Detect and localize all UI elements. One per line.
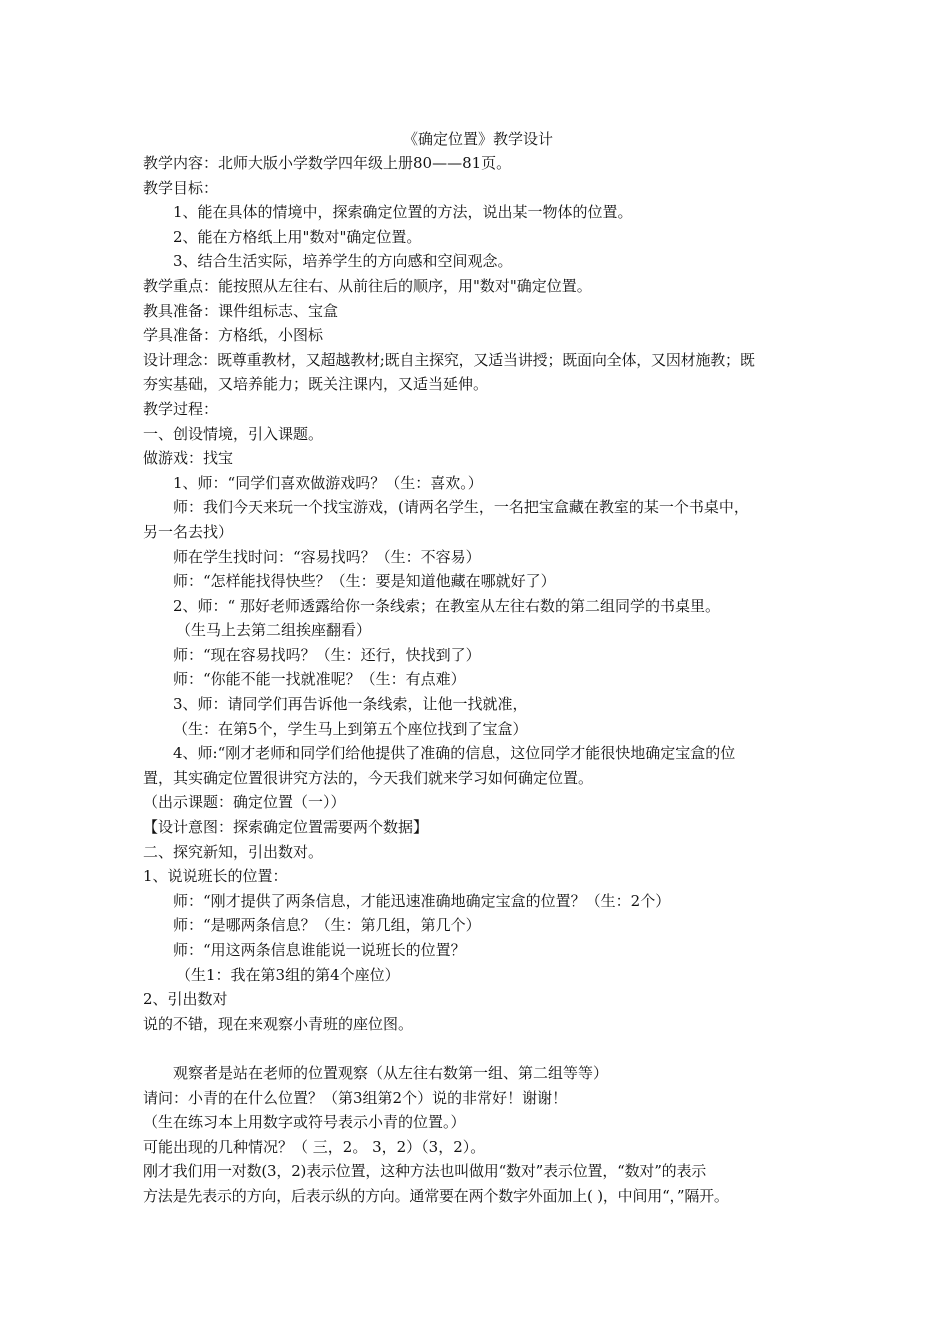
document-line: 学具准备：方格纸，小图标 [143,326,324,345]
document-line: 【设计意图：探索确定位置需要两个数据】 [143,818,429,837]
document-line: （出示课题：确定位置（一）） [143,793,346,812]
document-line: 师：“怎样能找得快些？（生：要是知道他藏在哪就好了） [173,572,556,591]
document-line: 教学内容：北师大版小学数学四年级上册80——81页。 [143,154,512,172]
document-line: 4、师:“刚才老师和同学们给他提供了准确的信息，这位同学才能很快地确定宝盒的位 [173,744,736,763]
document-title: 《确定位置》教学设计 [402,130,553,148]
document-page [143,127,813,1209]
document-line [143,1036,813,1061]
document-line: 1、说说班长的位置： [143,867,288,886]
document-line: 教学过程： [143,399,219,418]
document-line: 请问：小青的在什么位置？（第3组第2个）说的非常好！谢谢！ [143,1088,568,1107]
document-line: 说的不错，现在来观察小青班的座位图。 [143,1014,414,1033]
document-line: （生马上去第二组挨座翻看） [176,621,372,640]
document-line: 2、能在方格纸上用"数对"确定位置。 [173,227,422,246]
document-line: 教学重点：能按照从左往右、从前往后的顺序，用"数对"确定位置。 [143,276,592,295]
document-line: 2、师：“ 那好老师透露给你一条线索；在教室从左往右数的第二组同学的书桌里。 [173,596,720,615]
document-line: 方法是先表示的方向，后表示纵的方向。通常要在两个数字外面加上( )，中间用“，”隔开。 [143,1186,729,1205]
document-line: 观察者是站在老师的位置观察（从左往右数第一组、第二组等等） [173,1063,609,1082]
document-line: （生：在第5个，学生马上到第五个座位找到了宝盒） [173,719,528,738]
document-body [143,151,813,1209]
document-line: 另一名去找） [143,522,234,541]
document-line: 3、结合生活实际，培养学生的方向感和空间观念。 [173,252,513,271]
document-line: 师在学生找时问：“容易找吗？（生：不容易） [173,547,481,566]
document-line: 师：“现在容易找吗？（生：还行，快找到了） [173,645,481,664]
document-line: 师：我们今天来玩一个找宝游戏，(请两名学生，一名把宝盒藏在教室的某一个书桌中， [173,498,749,517]
document-line: （生1：我在第3组的第4个座位） [176,965,400,984]
document-line: 可能出现的几种情况？（ 三，2。 3，2）（3，2）。 [143,1137,486,1156]
document-line: 教学目标： [143,178,219,197]
document-line: 二、探究新知，引出数对。 [143,842,324,861]
document-line: 师：“用这两条信息谁能说一说班长的位置？ [173,941,466,959]
document-line: 1、师：“同学们喜欢做游戏吗？（生：喜欢。） [173,473,483,492]
document-line: 刚才我们用一对数(3，2)表示位置，这种方法也叫做用“数对”表示位置，“数对”的表示 [143,1162,707,1181]
document-line: 一、创设情境，引入课题。 [143,424,324,443]
document-line: 1、能在具体的情境中，探索确定位置的方法，说出某一物体的位置。 [173,203,633,222]
document-line: 设计理念：既尊重教材，又超越教材;既自主探究，又适当讲授；既面向全体，又因材施教；既 [143,350,755,369]
document-line: 师：“刚才提供了两条信息，才能迅速准确地确定宝盒的位置？（生：2个） [173,891,671,910]
document-line: 夯实基础，又培养能力；既关注课内，又适当延伸。 [143,375,489,394]
document-line: 2、引出数对 [143,990,228,1009]
document-line: 教具准备：课件组标志、宝盒 [143,301,339,320]
document-line: 置，其实确定位置很讲究方法的，今天我们就来学习如何确定位置。 [143,768,594,787]
document-line: （生在练习本上用数字或符号表示小青的位置。） [143,1113,466,1132]
document-line: 师：“你能不能一找就准呢？（生：有点难） [173,670,466,689]
document-line: 3、师：请同学们再告诉他一条线索，让他一找就准， [173,695,528,714]
document-line: 师：“是哪两条信息？（生：第几组，第几个） [173,916,481,935]
document-line: 做游戏：找宝 [143,449,234,468]
